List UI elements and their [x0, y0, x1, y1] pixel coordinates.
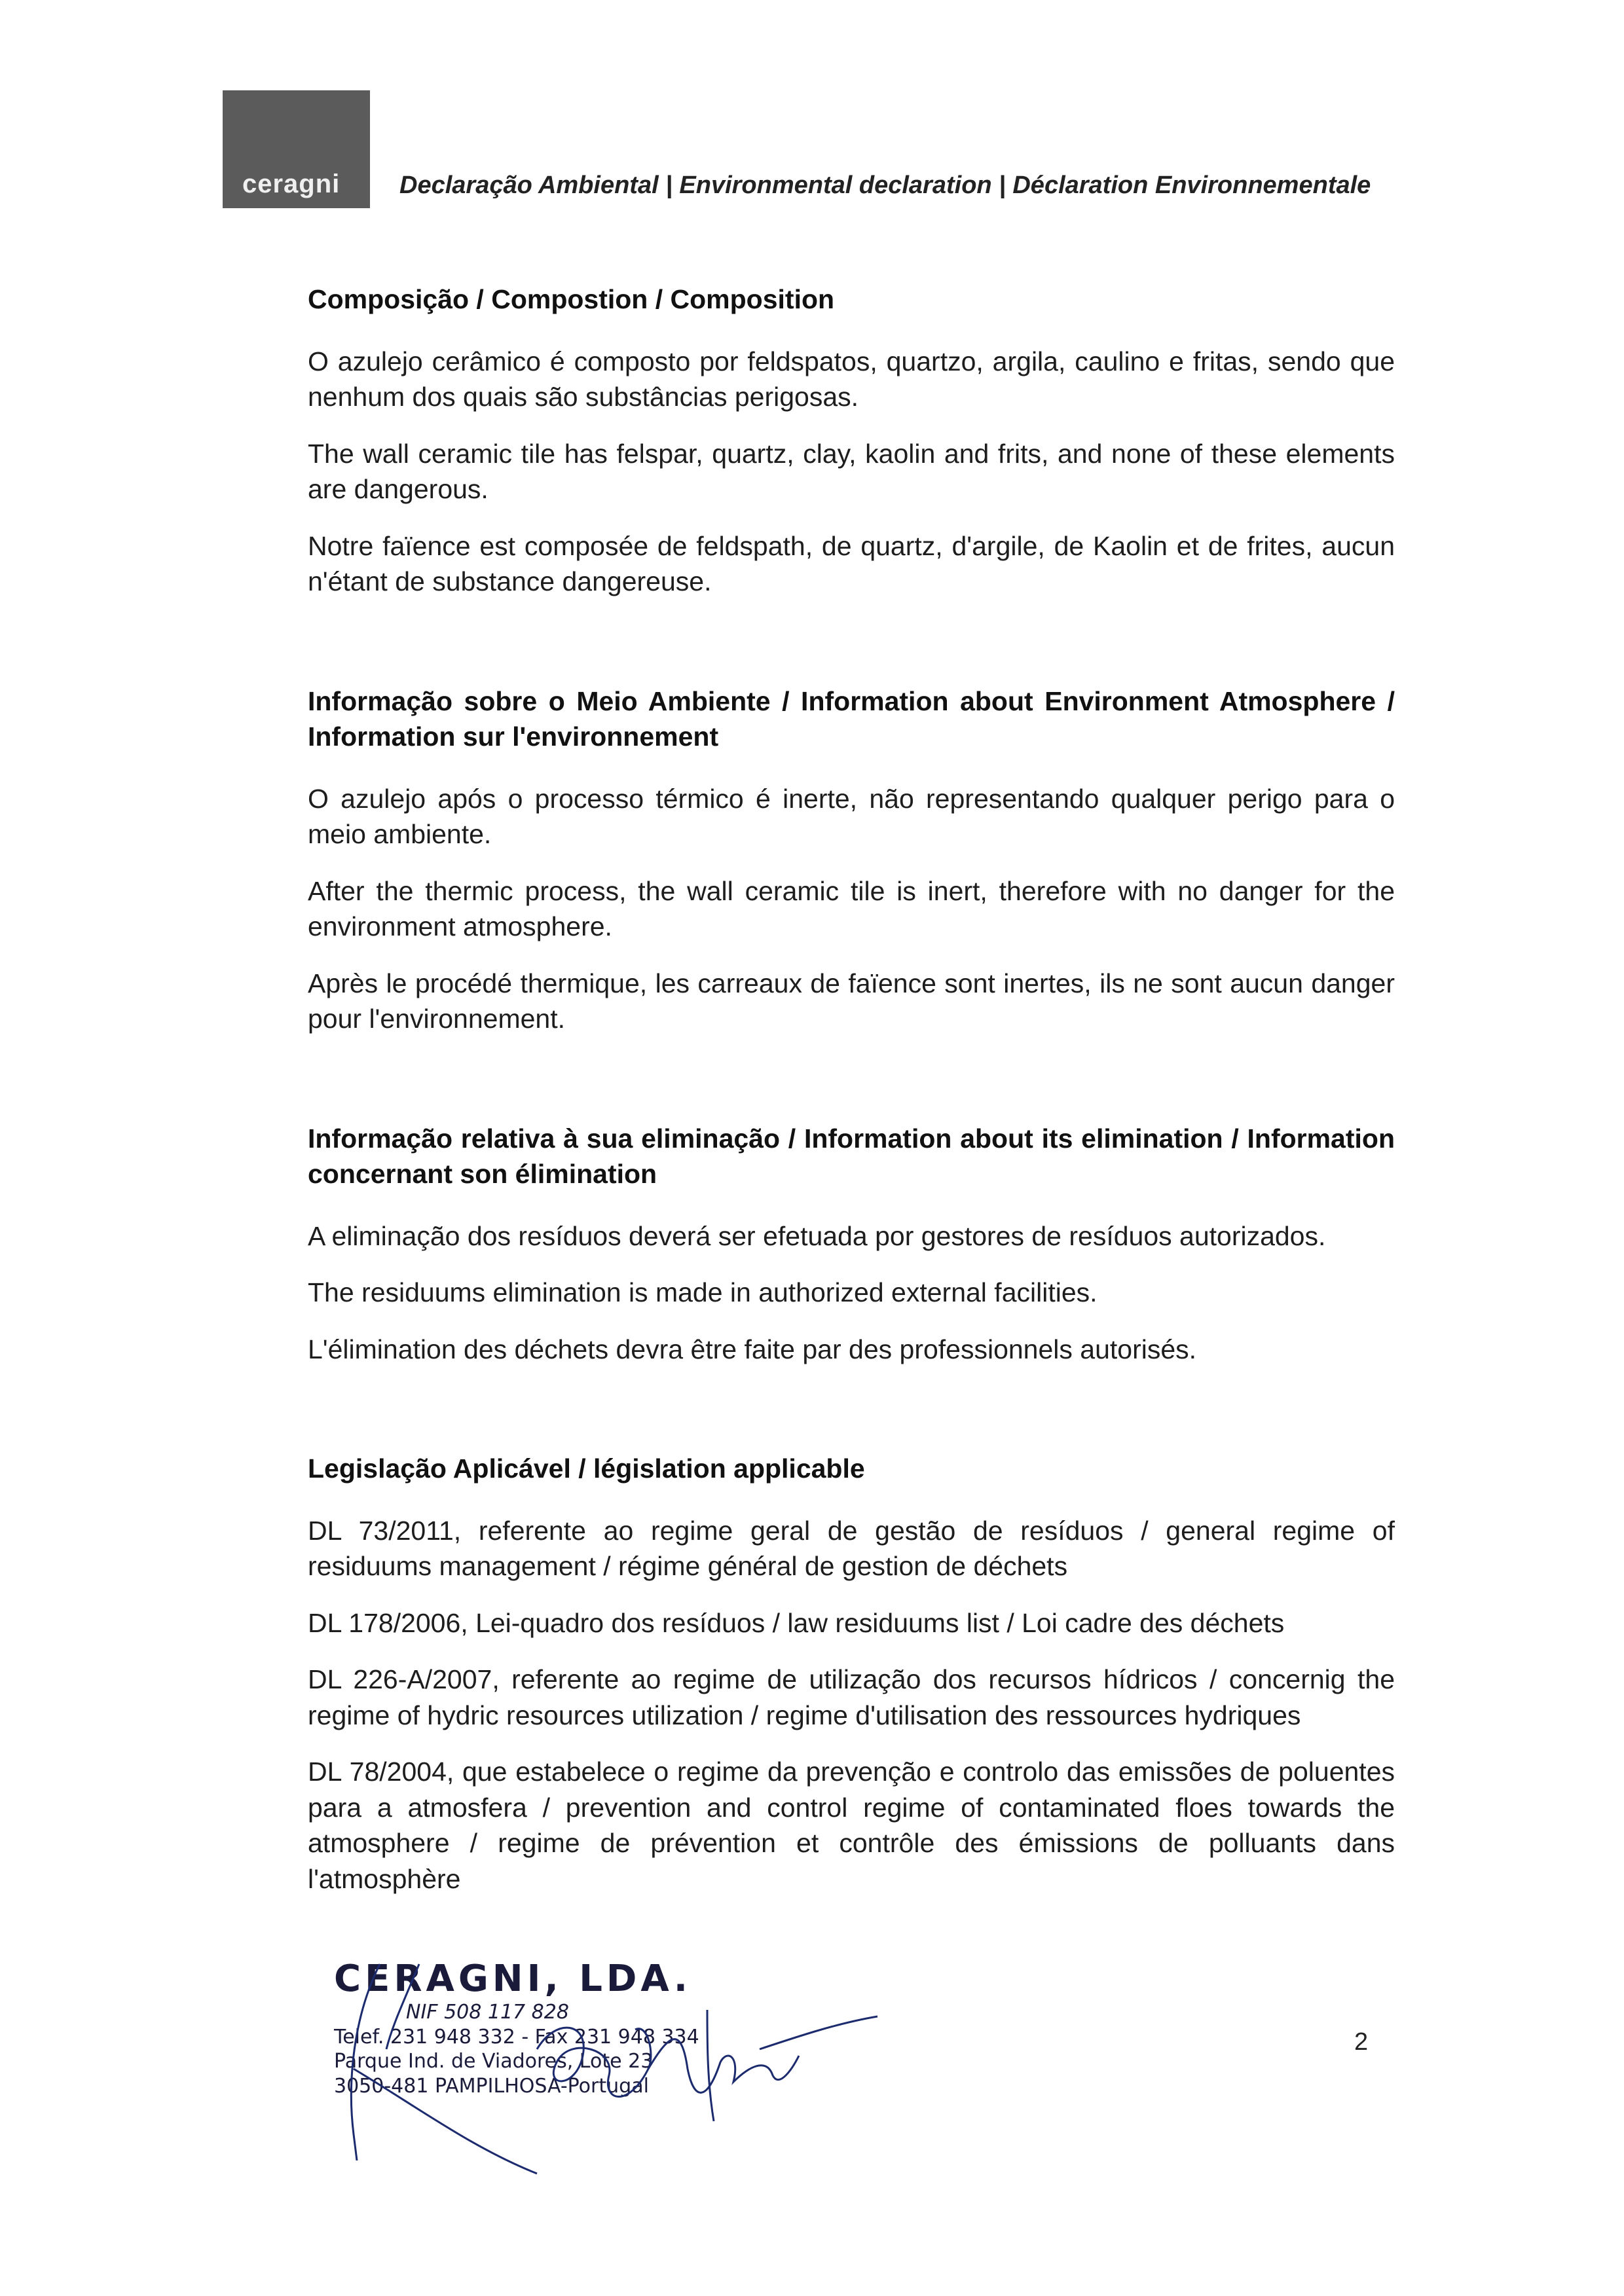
handwritten-signature	[341, 1938, 930, 2200]
section-elimination	[308, 1121, 1395, 1368]
legislation-item: DL 178/2006, Lei-quadro dos resíduos / law residuums list / Loi cadre des déchets	[308, 1607, 1285, 1638]
stamp-nif: NIF 508 117 828	[406, 2001, 569, 2024]
stamp-address: Parque Ind. de Viadores, Lote 23	[334, 2050, 654, 2073]
legislation-item: DL 78/2004, que estabelece o regime da prevenção e controlo das emissões de poluentes para a atmosfera / prevention and control regime of contaminated floes towards the atmosphere / regime de prévention et contrôle des émissions de polluants dans l'atmosphère	[308, 1757, 1395, 1894]
page-number: 2	[1354, 2028, 1369, 2056]
paragraph-fr: L'élimination des déchets devra être faite par des professionnels autorisés.	[308, 1334, 1197, 1364]
stamp-postal: 3050-481 PAMPILHOSA-Portugal	[334, 2074, 649, 2098]
document-header-title: Declaração Ambiental | Environmental declaration | Déclaration Environnementale	[399, 172, 1371, 199]
paragraph-pt: A eliminação dos resíduos deverá ser efetuada por gestores de resíduos autorizados.	[308, 1220, 1326, 1251]
section-heading: Legislação Aplicável / législation applicable	[308, 1453, 865, 1484]
legislation-item: DL 226-A/2007, referente ao regime de utilização dos recursos hídricos / concernig the regime of hydric resources utilization / regime d'utilisation des ressources hydriques	[308, 1664, 1395, 1730]
document-body	[308, 282, 1395, 1980]
paragraph-pt: O azulejo cerâmico é composto por feldspatos, quartzo, argila, caulino e fritas, sendo que nenhum dos quais são substâncias perigosas.	[308, 346, 1395, 412]
paragraph-pt: O azulejo após o processo térmico é inerte, não representando qualquer perigo para o meio ambiente.	[308, 783, 1395, 850]
company-logo	[223, 90, 370, 208]
paragraph-fr: Notre faïence est composée de feldspath, de quartz, d'argile, de Kaolin et de frites, aucun n'étant de substance dangereuse.	[308, 530, 1395, 597]
logo-text: ceragni	[242, 170, 341, 198]
section-heading: Informação relativa à sua eliminação / Information about its elimination / Information concernant son élimination	[308, 1123, 1395, 1190]
stamp-phone: Telef. 231 948 332 - Fax 231 948 334	[334, 2025, 699, 2049]
section-heading: Composição / Compostion / Composition	[308, 284, 835, 314]
paragraph-en: The wall ceramic tile has felspar, quartz, clay, kaolin and frits, and none of these elements are dangerous.	[308, 438, 1395, 505]
paragraph-en: The residuums elimination is made in authorized external facilities.	[308, 1277, 1098, 1308]
section-heading: Informação sobre o Meio Ambiente / Information about Environment Atmosphere / Information sur l'environnement	[308, 685, 1395, 752]
paragraph-fr: Après le procédé thermique, les carreaux de faïence sont inertes, ils ne sont aucun danger pour l'environnement.	[308, 968, 1395, 1034]
paragraph-en: After the thermic process, the wall ceramic tile is inert, therefore with no danger for the environment atmosphere.	[308, 875, 1395, 942]
stamp-company-name: CERAGNI, LDA.	[334, 1958, 692, 2000]
section-composition	[308, 282, 1395, 600]
section-environment	[308, 683, 1395, 1037]
legislation-item: DL 73/2011, referente ao regime geral de gestão de resíduos / general regime of residuums management / régime général de gestion de déchets	[308, 1515, 1395, 1582]
section-legislation	[308, 1451, 1395, 1897]
